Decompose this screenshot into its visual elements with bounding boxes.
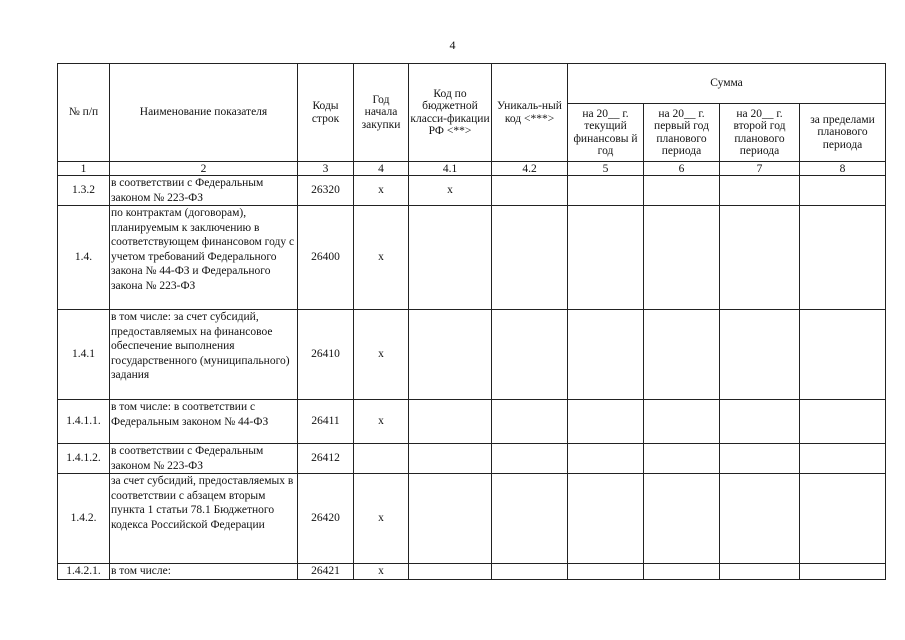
row-sum-second — [720, 310, 800, 400]
row-number: 1.4.2.1. — [58, 564, 110, 580]
column-number: 8 — [800, 162, 886, 176]
header-unique-code: Уникаль-ный код <***> — [492, 64, 568, 162]
row-number: 1.3.2 — [58, 176, 110, 206]
column-number: 6 — [644, 162, 720, 176]
row-year: x — [354, 474, 409, 564]
row-code: 26411 — [298, 400, 354, 444]
column-number: 1 — [58, 162, 110, 176]
row-code: 26410 — [298, 310, 354, 400]
row-sum-beyond — [800, 310, 886, 400]
row-year: x — [354, 400, 409, 444]
row-sum-current — [568, 310, 644, 400]
column-number: 4.1 — [409, 162, 492, 176]
header-sum-current: на 20__ г. текущий финансовы й год — [568, 104, 644, 162]
row-sum-first — [644, 206, 720, 310]
row-budget-code — [409, 206, 492, 310]
row-year: x — [354, 176, 409, 206]
row-sum-beyond — [800, 206, 886, 310]
row-sum-second — [720, 564, 800, 580]
row-sum-first — [644, 310, 720, 400]
column-number: 2 — [110, 162, 298, 176]
table-row — [58, 474, 886, 564]
row-year — [354, 444, 409, 474]
page-number: 4 — [449, 38, 456, 52]
row-unique-code — [492, 176, 568, 206]
header-sum-second: на 20__ г. второй год планового периода — [720, 104, 800, 162]
row-code: 26412 — [298, 444, 354, 474]
row-name: в соответствии с Федеральным законом № 223-ФЗ — [110, 176, 298, 206]
row-sum-beyond — [800, 564, 886, 580]
row-sum-first — [644, 400, 720, 444]
header-budget-code: Код по бюджетной класси-фикации РФ <**> — [409, 64, 492, 162]
row-code: 26420 — [298, 474, 354, 564]
header-sum-beyond: за пределами планового периода — [800, 104, 886, 162]
report-table — [57, 63, 886, 580]
table-row — [58, 400, 886, 444]
column-numbers-row — [58, 162, 886, 176]
header-name: Наименование показателя — [110, 64, 298, 162]
row-name: в том числе: за счет субсидий, предоставляемых на финансовое обеспечение выполнения государственного (муниципального) задания — [110, 310, 298, 400]
row-name: в соответствии с Федеральным законом № 223-ФЗ — [110, 444, 298, 474]
table-row — [58, 564, 886, 580]
table-row — [58, 176, 886, 206]
row-unique-code — [492, 206, 568, 310]
table-row — [58, 310, 886, 400]
row-name: в том числе: в соответствии с Федеральным законом № 44-ФЗ — [110, 400, 298, 444]
row-unique-code — [492, 444, 568, 474]
header-sum-group: Сумма — [568, 64, 886, 104]
row-unique-code — [492, 564, 568, 580]
row-sum-first — [644, 564, 720, 580]
row-sum-beyond — [800, 444, 886, 474]
row-sum-first — [644, 176, 720, 206]
row-number: 1.4. — [58, 206, 110, 310]
row-sum-second — [720, 400, 800, 444]
row-sum-current — [568, 400, 644, 444]
row-sum-beyond — [800, 176, 886, 206]
row-sum-current — [568, 564, 644, 580]
row-sum-current — [568, 176, 644, 206]
row-unique-code — [492, 310, 568, 400]
table-row — [58, 206, 886, 310]
header-sum-first: на 20__ г. первый год планового периода — [644, 104, 720, 162]
row-unique-code — [492, 474, 568, 564]
row-sum-current — [568, 444, 644, 474]
row-name: за счет субсидий, предоставляемых в соответствии с абзацем вторым пункта 1 статьи 78.1 Бюджетного кодекса Российской Федерации — [110, 474, 298, 564]
row-number: 1.4.1 — [58, 310, 110, 400]
row-year: x — [354, 310, 409, 400]
row-name: по контрактам (договорам), планируемым к заключению в соответствующем финансовом году с учетом требований Федерального закона № 44-ФЗ и Федерального закона № 223-ФЗ — [110, 206, 298, 310]
row-budget-code — [409, 310, 492, 400]
header-num: № п/п — [58, 64, 110, 162]
column-number: 7 — [720, 162, 800, 176]
row-code: 26400 — [298, 206, 354, 310]
row-sum-second — [720, 474, 800, 564]
row-year: x — [354, 206, 409, 310]
row-number: 1.4.2. — [58, 474, 110, 564]
row-unique-code — [492, 400, 568, 444]
row-sum-second — [720, 206, 800, 310]
row-budget-code: x — [409, 176, 492, 206]
table-row — [58, 444, 886, 474]
row-budget-code — [409, 400, 492, 444]
column-number: 4.2 — [492, 162, 568, 176]
row-sum-beyond — [800, 400, 886, 444]
row-code: 26421 — [298, 564, 354, 580]
row-sum-first — [644, 474, 720, 564]
row-budget-code — [409, 474, 492, 564]
row-number: 1.4.1.1. — [58, 400, 110, 444]
row-name: в том числе: — [110, 564, 298, 580]
row-budget-code — [409, 564, 492, 580]
row-number: 1.4.1.2. — [58, 444, 110, 474]
row-year: x — [354, 564, 409, 580]
row-sum-current — [568, 474, 644, 564]
header-year: Год начала закупки — [354, 64, 409, 162]
header-codes: Коды строк — [298, 64, 354, 162]
row-sum-second — [720, 444, 800, 474]
column-number: 4 — [354, 162, 409, 176]
row-sum-current — [568, 206, 644, 310]
column-number: 5 — [568, 162, 644, 176]
row-budget-code — [409, 444, 492, 474]
row-sum-second — [720, 176, 800, 206]
row-sum-first — [644, 444, 720, 474]
row-code: 26320 — [298, 176, 354, 206]
column-number: 3 — [298, 162, 354, 176]
row-sum-beyond — [800, 474, 886, 564]
